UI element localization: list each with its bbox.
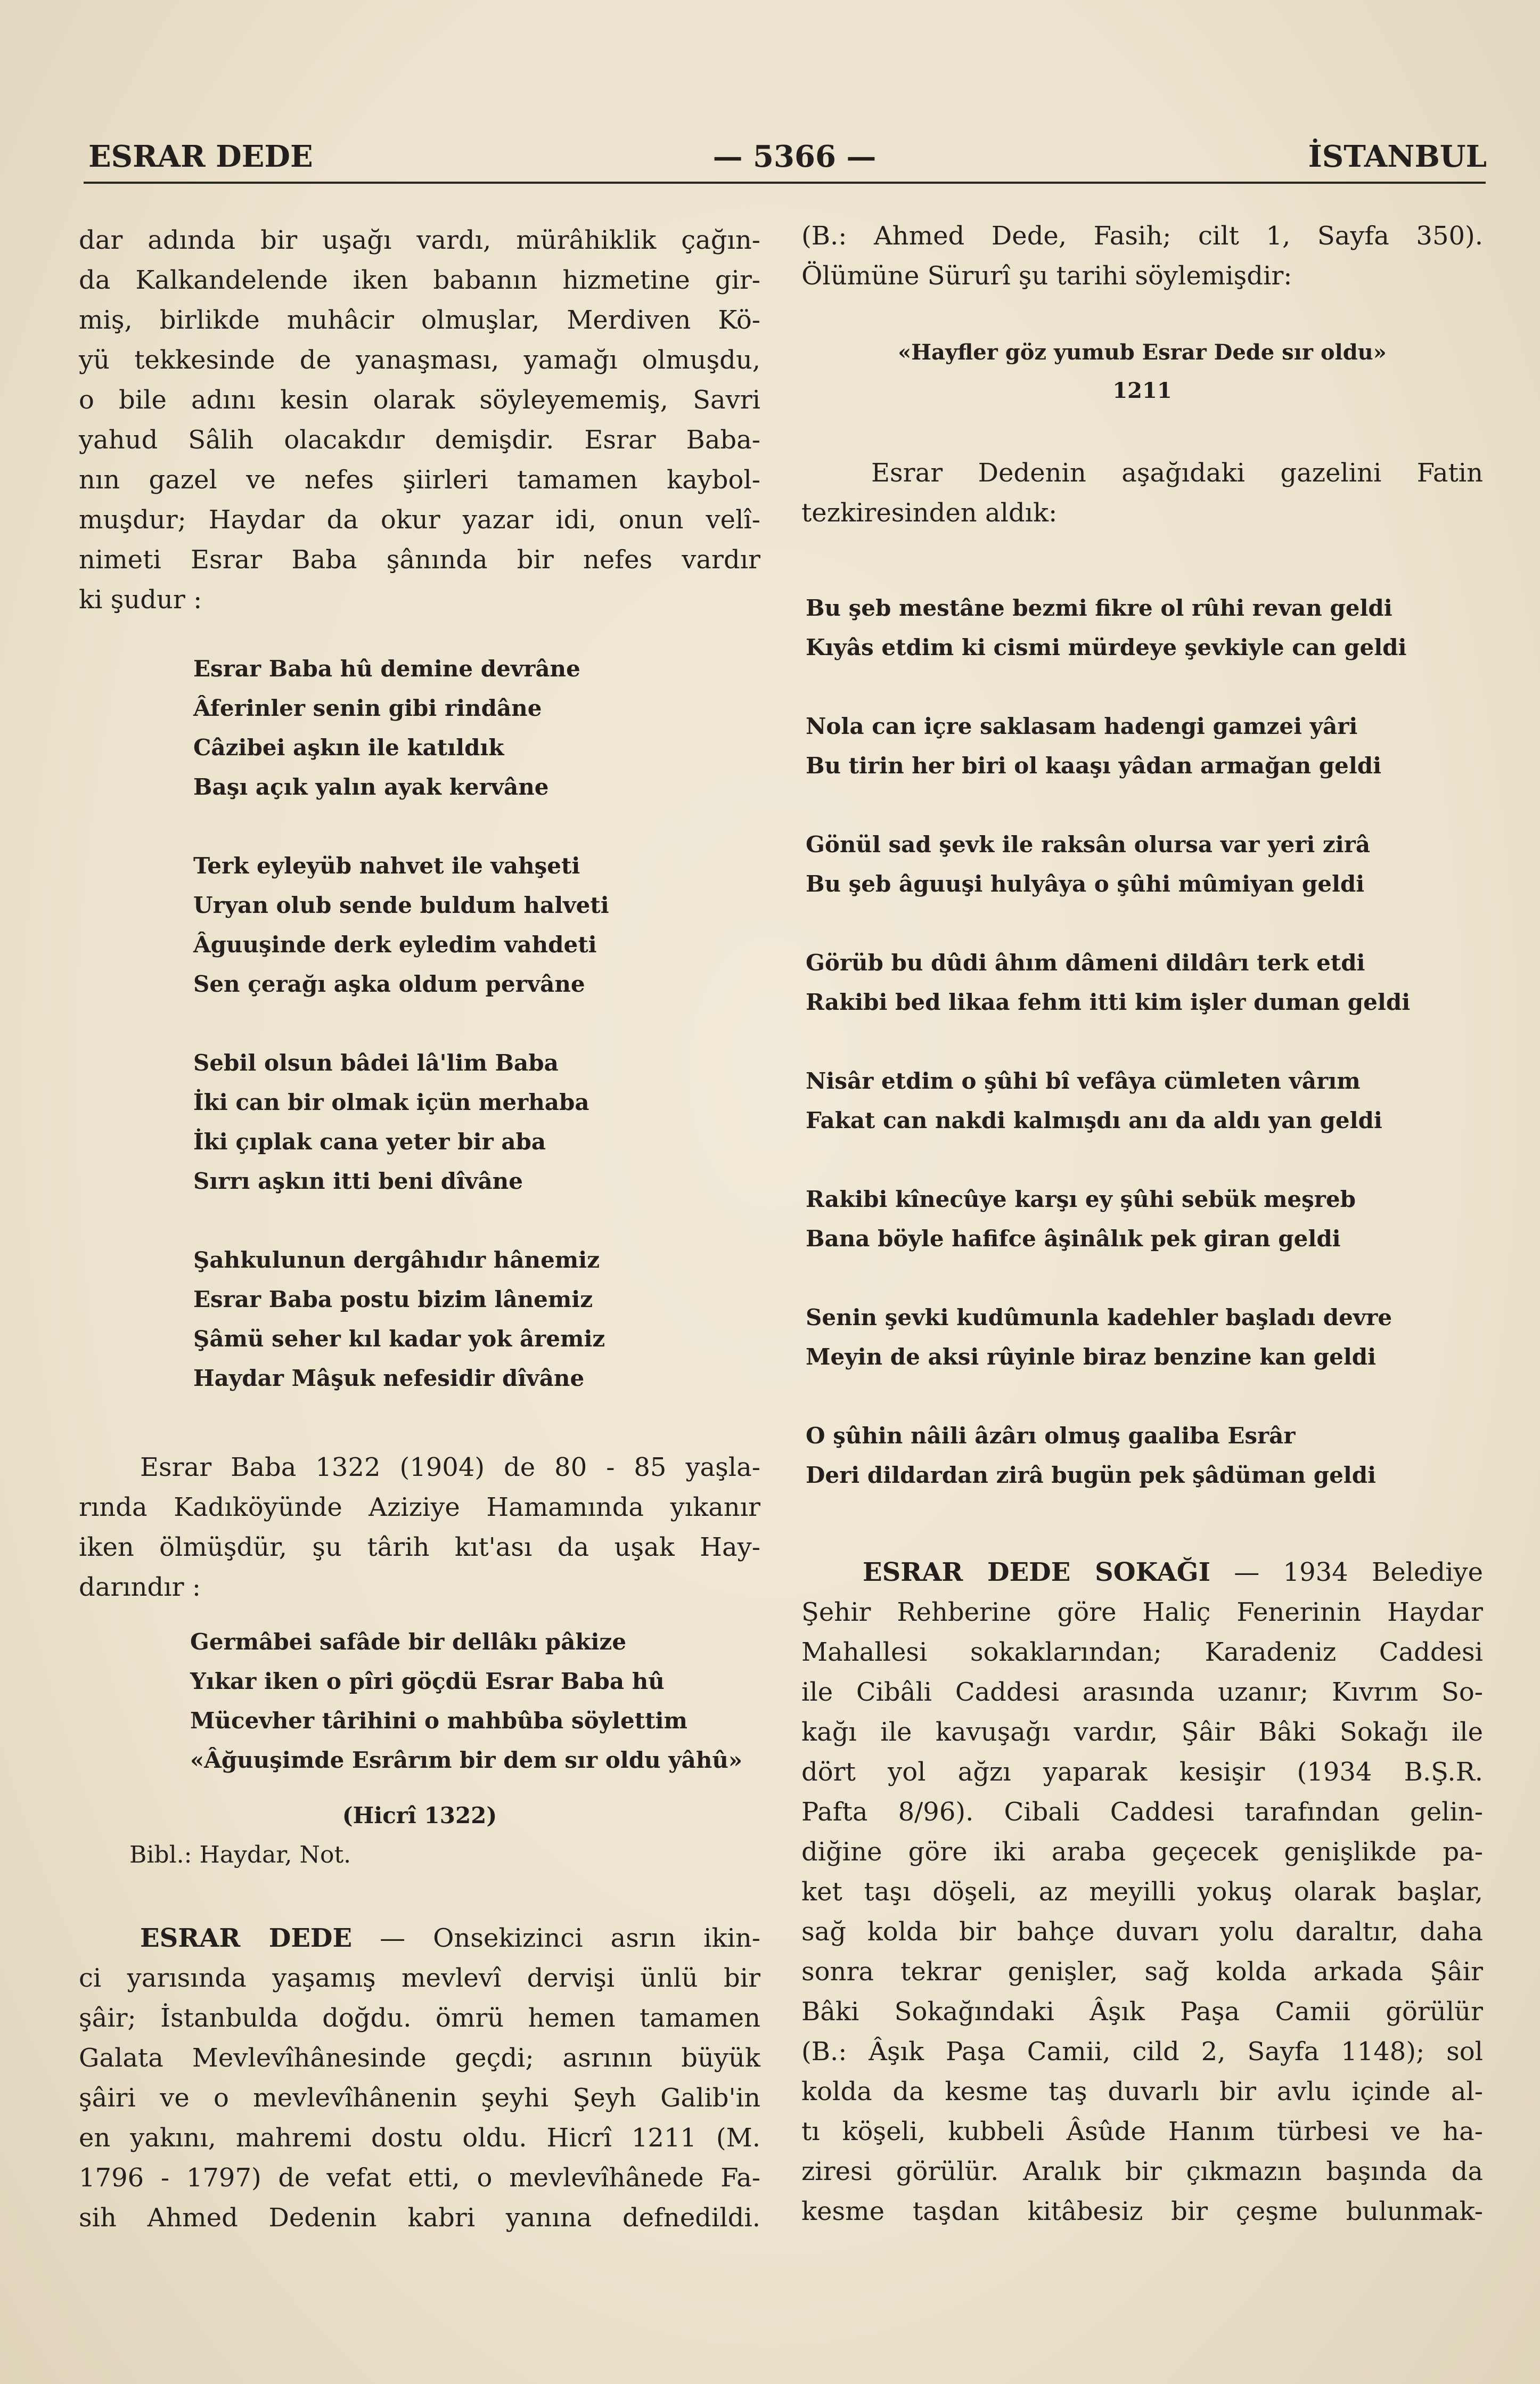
text-line-segment: — Onsekizinci asrın ikin- — [380, 1923, 761, 1953]
verse-line: Uryan olub sende buldum halveti — [193, 892, 609, 918]
text-line: nın gazel ve nefes şiirleri tamamen kaybol- — [79, 465, 760, 495]
text-line: Esrar Baba 1322 (1904) de 80 - 85 yaşla- — [140, 1452, 760, 1482]
text-line: (B.: Ahmed Dede, Fasih; cilt 1, Sayfa 350). — [801, 221, 1483, 251]
text-line: (B.: Âşık Paşa Camii, cild 2, Sayfa 1148); sol — [801, 2037, 1483, 2067]
text-line: kesme taşdan kitâbesiz bir çeşme bulunmak- — [801, 2197, 1483, 2226]
verse-line: Gönül sad şevk ile raksân olursa var yeri zirâ — [806, 831, 1371, 858]
verse-line: Şahkulunun dergâhıdır hânemiz — [193, 1247, 600, 1273]
couplet — [806, 1298, 1482, 1377]
text-line: sağ kolda bir bahçe duvarı yolu daraltır, daha — [801, 1917, 1483, 1947]
text-line — [801, 1553, 1483, 1593]
text-line: ki şudur : — [79, 585, 202, 615]
text-line: da Kalkandelende iken babanın hizmetine gir- — [79, 265, 760, 295]
text-line: ket taşı döşeli, az meyilli yokuş olarak başlar, — [801, 1877, 1483, 1907]
text-line: diğine göre iki araba geçecek genişlikde pa- — [801, 1837, 1483, 1867]
verse-line: Sebil olsun bâdei lâ'lim Baba — [193, 1050, 559, 1076]
verse-line: Nola can içre saklasam hadengi gamzei yâri — [806, 713, 1358, 739]
verse-line: Esrar Baba postu bizim lânemiz — [193, 1286, 593, 1312]
chronogram-year: 1211 — [1112, 378, 1172, 403]
text-line: dar adında bir uşağı vardı, mürâhiklik çağın- — [79, 225, 760, 255]
text-line: Esrar Dedenin aşağıdaki gazelini Fatin — [871, 458, 1483, 488]
death-paragraph — [79, 1448, 760, 1607]
text-line: ci yarısında yaşamış mevlevî dervişi ünlü bir — [79, 1963, 760, 1993]
couplet — [806, 1180, 1482, 1259]
entry-heading: ESRAR DEDE SOKAĞI — [863, 1557, 1211, 1587]
text-line: muşdur; Haydar da okur yazar idi, onun velî- — [79, 505, 760, 535]
text-line: en yakını, mahremi dostu oldu. Hicrî 1211 (M. — [79, 2123, 760, 2153]
verse-line: Bu şeb mestâne bezmi fikre ol rûhi revan geldi — [806, 595, 1392, 621]
couplet — [806, 707, 1482, 786]
verse-line: Rakibi kînecûye karşı ey şûhi sebük meşreb — [806, 1186, 1356, 1212]
verse-line: Esrar Baba hû demine devrâne — [193, 656, 580, 682]
verse-line: Deri dildardan zirâ bugün pek şâdüman geldi — [806, 1462, 1377, 1488]
text-line-segment: — 1934 Belediye — [1234, 1557, 1483, 1587]
verse-line: Sırrı aşkın itti beni dîvâne — [193, 1168, 523, 1194]
text-line: tı köşeli, kubbeli Âsûde Hanım türbesi ve ha- — [801, 2117, 1483, 2146]
intro-paragraph — [79, 221, 760, 620]
verse-line: Rakibi bed likaa fehm itti kim işler duman geldi — [806, 989, 1411, 1015]
text-line: şâiri ve o mevlevîhânenin şeyhi Şeyh Galib'in — [79, 2083, 760, 2113]
stanza — [193, 1240, 760, 1398]
verse-line: «Hayfler göz yumub Esrar Dede sır oldu» — [898, 340, 1387, 365]
text-line: Pafta 8/96). Cibali Caddesi tarafından gelin- — [801, 1797, 1483, 1827]
verse-line: Bu şeb âguuşi hulyâya o şûhi mûmiyan geldi — [806, 871, 1365, 897]
chronogram-quote — [801, 333, 1483, 410]
text-line: Ölümüne Sürurî şu tarihi söylemişdir: — [801, 261, 1292, 291]
text-line: ziresi görülür. Aralık bir çıkmazın başında da — [801, 2157, 1483, 2186]
stanza — [193, 846, 760, 1004]
text-line: ile Cibâli Caddesi arasında uzanır; Kıvrım So- — [801, 1677, 1483, 1707]
text-line: kağı ile kavuşağı vardır, Şâir Bâki Sokağı ile — [801, 1717, 1483, 1747]
verse-line: Terk eyleyüb nahvet ile vahşeti — [193, 853, 580, 879]
verse-line: Nisâr etdim o şûhi bî vefâya cümleten vârım — [806, 1068, 1361, 1094]
couplet — [806, 589, 1482, 667]
gazel-intro — [801, 453, 1483, 533]
couplet — [806, 1062, 1482, 1140]
couplet — [806, 943, 1482, 1022]
verse-line: Başı açık yalın ayak kervâne — [193, 774, 549, 800]
verse-line: Yıkar iken o pîri göçdü Esrar Baba hû — [190, 1668, 665, 1694]
text-line: kolda da kesme taş duvarlı bir avlu içinde al- — [801, 2077, 1483, 2107]
verse-line: Germâbei safâde bir dellâkı pâkize — [190, 1629, 627, 1655]
text-line: sonra tekrar genişler, sağ kolda arkada Şâir — [801, 1957, 1483, 1987]
verse-line: Kıyâs etdim ki cismi mürdeye şevkiyle can geldi — [806, 634, 1407, 660]
text-line: rında Kadıköyünde Aziziye Hamamında yıkanır — [79, 1492, 760, 1522]
text-line: tezkiresinden aldık: — [801, 498, 1058, 528]
verse-line: Âguuşinde derk eyledim vahdeti — [193, 932, 597, 958]
bibliography: Bibl.: Haydar, Not. — [129, 1841, 351, 1868]
text-line: o bile adını kesin olarak söyleyememiş, Savri — [79, 385, 760, 415]
verse-line: Sen çerağı aşka oldum pervâne — [193, 971, 585, 997]
text-line: darındır : — [79, 1572, 201, 1602]
text-line: Mahallesi sokaklarından; Karadeniz Caddesi — [801, 1637, 1483, 1667]
nefes-poem — [193, 649, 760, 1438]
text-line: nimeti Esrar Baba şânında bir nefes vardır — [79, 545, 760, 575]
verse-line: İki can bir olmak içün merhaba — [193, 1089, 589, 1115]
verse-line: Haydar Mâşuk nefesidir dîvâne — [193, 1365, 585, 1391]
entry-esrar-dede-sokagi — [801, 1553, 1483, 2232]
text-line: miş, birlikde muhâcir olmuşlar, Merdiven Kö- — [79, 305, 760, 335]
verse-line: Bana böyle hafifce âşinâlık pek giran geldi — [806, 1226, 1341, 1252]
text-line — [79, 1918, 760, 1958]
text-line: 1796 - 1797) de vefat etti, o mevlevîhânede Fa- — [79, 2163, 760, 2193]
verse-line: «Âğuuşimde Esrârım bir dem sır oldu yâhû» — [190, 1747, 743, 1773]
couplet — [806, 1416, 1482, 1495]
date-line: (Hicrî 1322) — [342, 1802, 497, 1828]
verse-line: Bu tirin her biri ol kaaşı yâdan armağan geldi — [806, 753, 1382, 779]
running-title: ESRAR DEDE — [88, 139, 313, 174]
verse-line: Senin şevki kudûmunla kadehler başladı devre — [806, 1304, 1392, 1330]
chronogram-date — [79, 1796, 760, 1835]
verse-line: O şûhin nâili âzârı olmuş gaaliba Esrâr — [806, 1423, 1296, 1449]
text-line: Galata Mevlevîhânesinde geçdi; asrının büyük — [79, 2043, 760, 2073]
verse-line: Görüb bu dûdi âhım dâmeni dildârı terk etdi — [806, 950, 1365, 976]
stanza — [193, 1043, 760, 1201]
verse-line: İki çıplak cana yeter bir aba — [193, 1129, 546, 1155]
verse-line: Şâmü seher kıl kadar yok âremiz — [193, 1326, 605, 1352]
text-line: Bâki Sokağındaki Âşık Paşa Camii görülür — [801, 1997, 1483, 2027]
verse-line: Meyin de aksi rûyinle biraz benzine kan geldi — [806, 1344, 1377, 1370]
verse-line: Câzibei aşkın ile katıldık — [193, 734, 504, 761]
source-note — [801, 216, 1483, 296]
chronogram-poem — [190, 1622, 760, 1780]
verse-line: Âferinler senin gibi rindâne — [193, 695, 542, 721]
text-line: iken ölmüşdür, şu târih kıt'ası da uşak Hay- — [79, 1532, 760, 1562]
publication-title: İSTANBUL — [1308, 139, 1487, 174]
text-line: dört yol ağzı yaparak kesişir (1934 B.Ş.R. — [801, 1757, 1483, 1787]
page-number: — 5366 — — [712, 139, 877, 174]
text-line: şâir; İstanbulda doğdu. ömrü hemen tamamen — [79, 2003, 760, 2033]
stanza — [193, 649, 760, 807]
entry-heading: ESRAR DEDE — [140, 1923, 353, 1953]
text-line: Şehir Rehberine göre Haliç Fenerinin Haydar — [801, 1597, 1483, 1627]
text-line: sih Ahmed Dedenin kabri yanına defnedildi. — [79, 2203, 760, 2233]
entry-esrar-dede — [79, 1918, 760, 2238]
verse-line: Fakat can nakdi kalmışdı anı da aldı yan geldi — [806, 1107, 1382, 1133]
verse-line: Mücevher târihini o mahbûba söylettim — [190, 1708, 687, 1734]
header-rule — [84, 182, 1486, 184]
text-line: yahud Sâlih olacakdır demişdir. Esrar Baba- — [79, 425, 760, 455]
text-line: yü tekkesinde de yanaşması, yamağı olmuşdu, — [79, 345, 760, 375]
gazel-poem — [806, 589, 1482, 1534]
couplet — [806, 825, 1482, 904]
